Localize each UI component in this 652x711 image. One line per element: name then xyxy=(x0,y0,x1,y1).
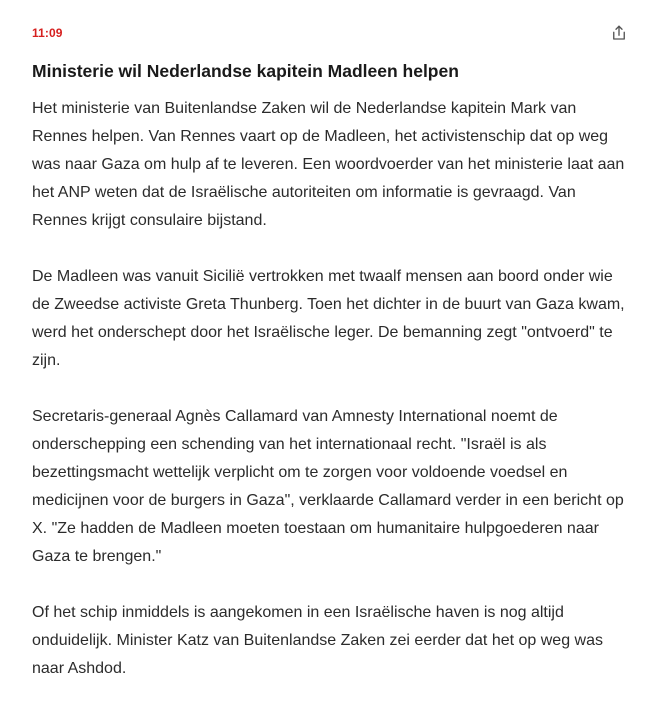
post-paragraph: Het ministerie van Buitenlandse Zaken wil de Nederlandse kapitein Mark van Rennes helpen. Van Rennes vaart op de Madleen, het activistenschip dat op weg was naar Gaza om hulp af te leveren. Een woordvoerder van het ministerie laat aan het ANP weten dat de Israëlische autoriteiten om informatie is gevraagd. Van Rennes krijgt consulaire bijstand. xyxy=(32,100,625,229)
post-time: 11:09 xyxy=(32,26,63,40)
post-paragraph: De Madleen was vanuit Sicilië vertrokken met twaalf mensen aan boord onder wie de Zweedse activiste Greta Thunberg. Toen het dichter in de buurt van Gaza kwam, werd het onderschept door het Israëlische leger. De bemanning zegt "ontvoerd" te zijn. xyxy=(32,268,625,369)
post-paragraph: Secretaris-generaal Agnès Callamard van Amnesty International noemt de onderschepping een schending van het internationaal recht. "Israël is als bezettingsmacht wettelijk verplicht om te zorgen voor voldoende voedsel en medicijnen voor de burgers in Gaza", verklaarde Callamard verder in een bericht op X. "Ze hadden de Madleen moeten toestaan om humanitaire hulpgoederen naar Gaza te brengen." xyxy=(32,408,624,565)
post-body xyxy=(32,95,630,711)
post-title: Ministerie wil Nederlandse kapitein Madleen helpen xyxy=(32,61,459,81)
share-button[interactable] xyxy=(608,22,630,44)
share-icon xyxy=(610,24,628,42)
post-paragraph: Of het schip inmiddels is aangekomen in een Israëlische haven is nog altijd onduidelijk. Minister Katz van Buitenlandse Zaken zei eerder dat het op weg was naar Ashdod. xyxy=(32,604,603,677)
